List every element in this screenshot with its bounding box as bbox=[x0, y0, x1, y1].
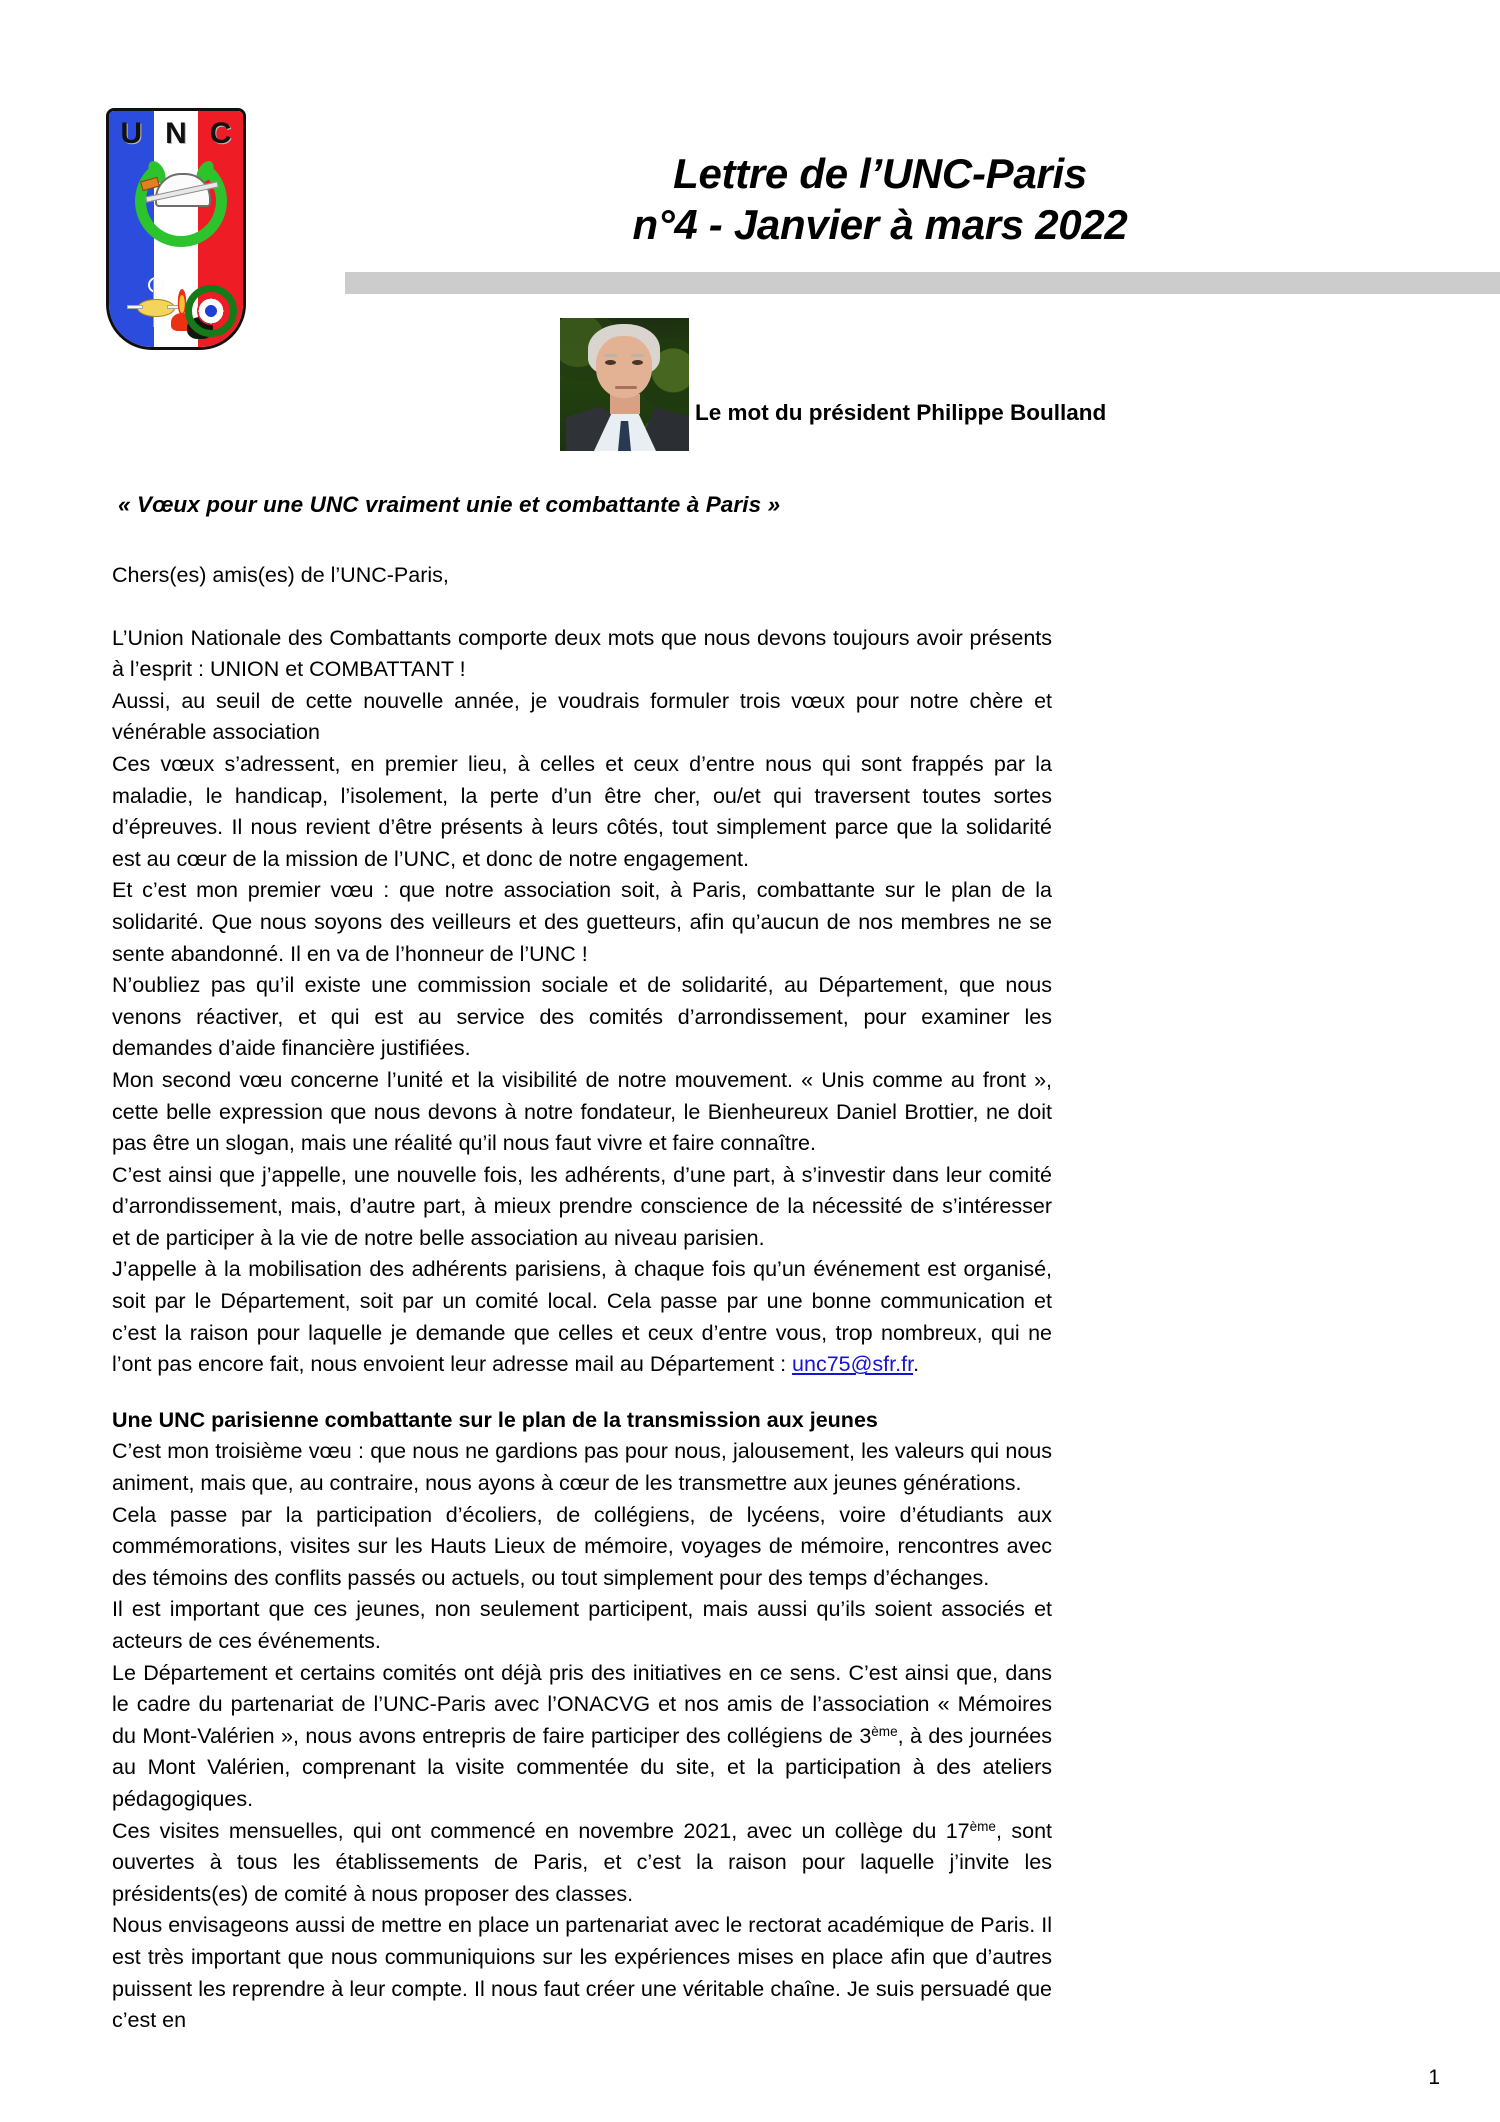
paragraph-13-part-b: , sont ouvertes à tous les établissements de Paris, et c’est la raison pour laquelle j’invite les présidents(es) de comité à nous proposer des classes. bbox=[112, 1818, 1052, 1906]
document-header bbox=[0, 0, 1500, 250]
paragraph-10: Cela passe par la participation d’écoliers, de collégiens, de lycéens, voire d’étudiants aux commémorations, visites sur les Hauts Lieux de mémoire, voyages de mémoire, rencontres avec des témoins des conflits passés ou actuels, ou tout simplement pour des temps d’échanges. bbox=[112, 1502, 1052, 1590]
paragraph-12-part-a: Le Département et certains comités ont déjà pris des initiatives en ce sens. C’est ainsi que, dans le cadre du partenariat de l’UNC-Paris avec l’ONACVG et nos amis de l’association « Mémoires du Mont-Valérien », nous avons entrepris de faire participer des collégiens de 3 bbox=[112, 1660, 1052, 1748]
cockade-medallion-icon bbox=[185, 285, 237, 337]
header-divider-bar bbox=[345, 272, 1500, 294]
paragraph-8 bbox=[112, 1254, 1052, 1380]
unc-shield-icon bbox=[106, 108, 246, 350]
paragraph-12-superscript: ème bbox=[871, 1723, 898, 1739]
paragraph-9: C’est mon troisième vœu : que nous ne gardions pas pour nous, jalousement, les valeurs qui nous animent, mais que, au contraire, nous ayons à cœur de les transmettre aux jeunes générations. bbox=[112, 1439, 1052, 1496]
paragraph-11: Il est important que ces jeunes, non seulement participent, mais aussi qu’ils soient associés et acteurs de ces événements. bbox=[112, 1597, 1052, 1653]
logo-letter-n: N bbox=[165, 117, 187, 150]
president-portrait-photo bbox=[560, 318, 689, 451]
email-link[interactable]: unc75@sfr.fr bbox=[792, 1352, 914, 1377]
paragraph-12 bbox=[112, 1658, 1052, 1816]
logo-letter-u: U bbox=[120, 117, 143, 150]
paragraph-2: Aussi, au seuil de cette nouvelle année, je voudrais formuler trois vœux pour notre chère et vénérable association bbox=[112, 688, 1052, 745]
paragraph-8-text-before: J’appelle à la mobilisation des adhérents parisiens, à chaque fois qu’un événement est organisé, soit par le Département, soit par un comité local. Cela passe par une bonne communication et c’est la raison pour laquelle je demande que celles et ceux d’entre vous, trop nombreux, qui ne l’ont pas encore fait, nous envoient leur adresse mail au Département : bbox=[112, 1257, 1052, 1377]
paragraph-6: Mon second vœu concerne l’unité et la visibilité de notre mouvement. « Unis comme au front », cette belle expression que nous devons à notre fondateur, le Bienheureux Daniel Brottier, ne doit pas être un slogan, mais une réalité qu’il nous faut vivre et faire connaître. bbox=[112, 1067, 1052, 1156]
logo-letter-c: C bbox=[209, 117, 232, 150]
naval-anchor-icon bbox=[135, 279, 175, 329]
unc-logo bbox=[106, 108, 246, 350]
paragraph-13-part-a: Ces visites mensuelles, qui ont commencé en novembre 2021, avec un collège du 17 bbox=[112, 1818, 970, 1843]
salutation-paragraph: Chers(es) amis(es) de l’UNC-Paris, bbox=[112, 563, 449, 587]
title-line-1: Lettre de l’UNC-Paris bbox=[673, 150, 1087, 197]
page-title bbox=[300, 148, 1460, 250]
article-body bbox=[112, 560, 1052, 2037]
paragraph-1: L’Union Nationale des Combattants comporte deux mots que nous devons toujours avoir présents à l’esprit : UNION et COMBATTANT ! bbox=[112, 625, 1052, 682]
paragraph-13 bbox=[112, 1816, 1052, 1911]
unc-logo-letters bbox=[109, 117, 243, 151]
section-heading: Une UNC parisienne combattante sur le plan de la transmission aux jeunes bbox=[112, 1407, 878, 1432]
paragraph-3: Ces vœux s’adressent, en premier lieu, à celles et ceux d’entre nous qui sont frappés par la maladie, le handicap, l’isolement, la perte d’un être cher, ou/et qui traversent toutes sortes d’épreuves. Il nous revient d’être présents à leurs côtés, tout simplement parce que la solidarité est au cœur de la mission de l’UNC, et donc de notre engagement. bbox=[112, 751, 1052, 871]
paragraph-13-superscript: ème bbox=[969, 1818, 996, 1834]
paragraph-8-text-after: . bbox=[913, 1352, 920, 1377]
paragraph-12-part-b: , à des journées au Mont Valérien, comprenant la visite commentée du site, et la participation à des ateliers pédagogiques. bbox=[112, 1723, 1052, 1811]
paragraph-7: C’est ainsi que j’appelle, une nouvelle fois, les adhérents, d’une part, à s’investir dans leur comité d’arrondissement, mais, d’autre part, à mieux prendre conscience de la nécessité de s’intéresser et de participer à la vie de notre belle association au niveau parisien. bbox=[112, 1162, 1052, 1250]
title-line-2: n°4 - Janvier à mars 2022 bbox=[632, 201, 1128, 249]
page-number: 1 bbox=[1428, 2066, 1440, 2089]
paragraph-5: N’oubliez pas qu’il existe une commission sociale et de solidarité, au Département, que nous venons réactiver, et qui est au service des comités d’arrondissement, pour examiner les demandes d’aide financière justifiées. bbox=[112, 973, 1052, 1061]
paragraph-14: Nous envisageons aussi de mettre en place un partenariat avec le rectorat académique de Paris. Il est très important que nous communiquions sur les expériences mises en place afin que d’autres puissent les reprendre à leur compte. Il nous faut créer une véritable chaîne. Je suis persuadé que c’est en bbox=[112, 1913, 1052, 2033]
president-caption: Le mot du président Philippe Boulland bbox=[695, 400, 1107, 425]
paragraph-4: Et c’est mon premier vœu : que notre association soit, à Paris, combattante sur le plan de la solidarité. Que nous soyons des veilleurs et des guetteurs, afin qu’aucun de nos membres ne se sente abandonné. Il en va de l’honneur de l’UNC ! bbox=[112, 878, 1052, 966]
article-subtitle: « Vœux pour une UNC vraiment unie et combattante à Paris » bbox=[118, 492, 781, 517]
